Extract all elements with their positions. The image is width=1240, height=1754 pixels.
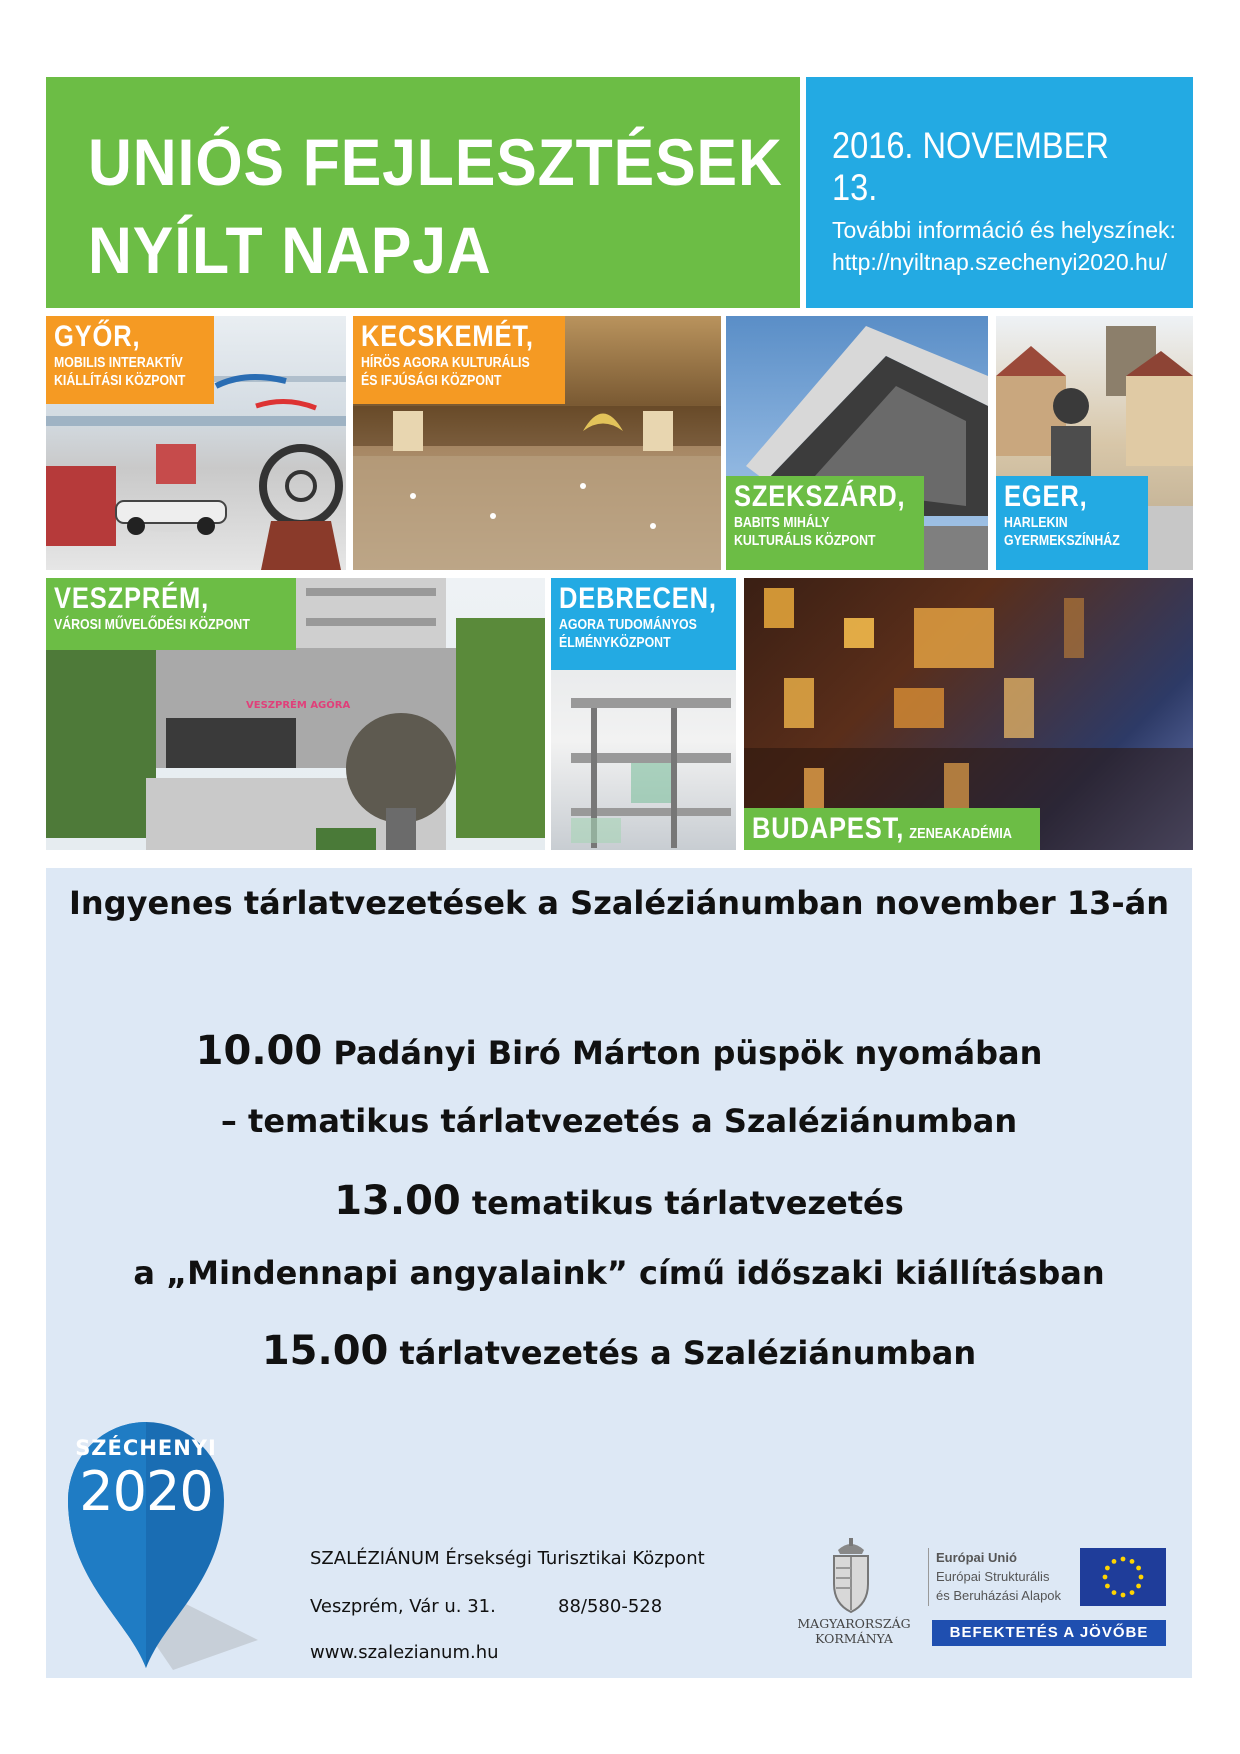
date-banner [806,77,1193,308]
veszprem-agora-sign: VESZPRÉM AGÓRA [246,700,351,711]
eu-star [1130,1559,1135,1564]
tile-eger [996,316,1193,570]
tile-kecskemet [353,316,721,570]
eu-star [1105,1584,1110,1589]
program-item-1300: 13.00 tematikus tárlatvezetés [334,1178,904,1224]
time-1000: 10.00 [195,1028,323,1074]
tile-veszprem [46,578,545,850]
label-szekszard: SZEKSZÁRD, BABITS MIHÁLY KULTURÁLIS KÖZPONT [726,476,924,570]
szechenyi-2020-logo [58,1390,258,1680]
tile-gyor [46,316,346,570]
eu-star [1136,1566,1141,1571]
logo-text-2020: 2020 [79,1460,213,1523]
tile-szekszard [726,316,988,570]
title-line-1: UNIÓS FEJLESZTÉSEK [88,125,783,199]
label-veszprem: VESZPRÉM, VÁROSI MŰVELŐDÉSI KÖZPONT [46,578,296,650]
contact-address: Veszprém, Vár u. 31. [310,1596,496,1617]
event-title [88,118,783,294]
title-line-2: NYÍLT NAPJA [88,213,492,287]
label-eger: EGER, HARLEKIN GYERMEKSZÍNHÁZ [996,476,1148,570]
contact-org: SZALÉZIÁNUM Érsekségi Turisztikai Központ [310,1548,705,1569]
label-kecskemet: KECSKEMÉT, HÍRÖS AGORA KULTURÁLIS ÉS IFJÚSÁGI KÖZPONT [353,316,565,404]
government-label: MAGYARORSZÁG KORMÁNYA [797,1616,911,1646]
tile-debrecen [551,578,736,850]
eu-flag-icon [1080,1548,1166,1606]
time-1500: 15.00 [261,1328,389,1374]
eu-star [1121,1593,1126,1598]
label-debrecen: DEBRECEN, AGORA TUDOMÁNYOS ÉLMÉNYKÖZPONT [551,578,736,670]
eu-star [1130,1590,1135,1595]
eu-divider [928,1548,929,1606]
program-item-1000-desc: – tematikus tárlatvezetés a Szaléziánumban [220,1102,1018,1140]
eu-star [1139,1575,1144,1580]
program-heading: Ingyenes tárlatvezetések a Szaléziánumban november 13-án [69,884,1169,922]
time-1300: 13.00 [334,1178,461,1224]
eu-star [1112,1559,1117,1564]
eu-star [1136,1584,1141,1589]
program-item-1300-desc: a „Mindennapi angyalaink” című időszaki kiállításban [133,1254,1105,1292]
budapest-sub: ZENEAKADÉMIA [909,825,1012,842]
program-panel [46,868,1192,1678]
eu-text: Európai Unió Európai Strukturális és Beruházási Alapok [936,1550,1062,1603]
program-item-1500: 15.00 tárlatvezetés a Szaléziánumban [261,1328,977,1374]
label-gyor: GYŐR, MOBILIS INTERAKTÍV KIÁLLÍTÁSI KÖZPONT [46,316,214,404]
logo-text-szechenyi: SZÉCHENYI [75,1436,217,1460]
eu-star [1105,1566,1110,1571]
program-item-1000: 10.00 Padányi Biró Márton püspök nyomában [195,1028,1043,1074]
contact-web[interactable]: www.szalezianum.hu [310,1642,499,1663]
eu-star [1103,1575,1108,1580]
coat-of-arms-icon [826,1538,876,1614]
event-date: 2016. NOVEMBER 13. [832,125,1109,208]
label-budapest [744,808,1040,850]
budapest-city: BUDAPEST, [752,812,905,845]
contact-phone: 88/580-528 [558,1596,663,1617]
eu-star [1112,1590,1117,1595]
eu-star [1121,1557,1126,1562]
info-url[interactable]: http://nyiltnap.szechenyi2020.hu/ [832,249,1168,275]
info-label: További információ és helyszínek: [832,217,1176,243]
eu-banner: BEFEKTETÉS A JÖVŐBE [932,1620,1166,1646]
tile-budapest [744,578,1193,850]
